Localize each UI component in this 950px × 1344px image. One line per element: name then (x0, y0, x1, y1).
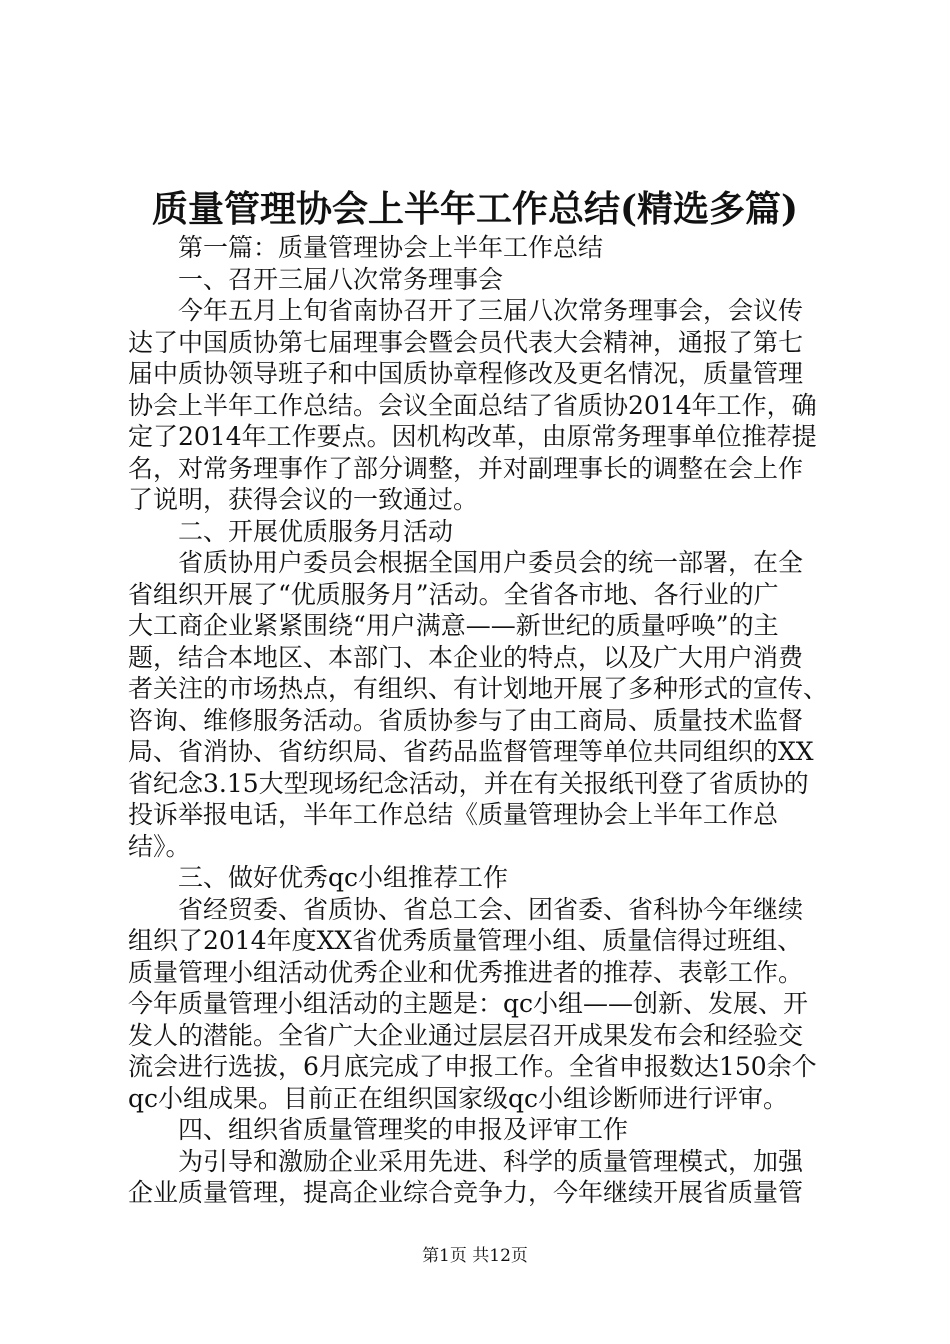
text-line: 质量管理小组活动优秀企业和优秀推进者的推荐、表彰工作。 (128, 957, 804, 987)
text-line: 省组织开展了“优质服务月”活动。全省各市地、各行业的广 (128, 579, 779, 609)
text-line: 定了2014年工作要点。因机构改革，由原常务理事单位推荐提 (128, 422, 817, 451)
text-line: 省质协用户委员会根据全国用户委员会的统一部署，在全 (178, 548, 804, 577)
text-line: 四、组织省质量管理奖的申报及评审工作 (178, 1115, 629, 1144)
text-line: 今年质量管理小组活动的主题是：qc小组——创新、发展、开 (128, 989, 809, 1018)
page-footer: 第1页 共12页 (422, 1246, 528, 1266)
text-line: 企业质量管理，提高企业综合竞争力，今年继续开展省质量管 (128, 1178, 804, 1207)
text-line: 名，对常务理事作了部分调整，并对副理事长的调整在会上作 (128, 453, 804, 483)
text-line: 今年五月上旬省南协召开了三届八次常务理事会，会议传 (178, 296, 804, 325)
document-body (128, 232, 833, 1209)
text-line: 题，结合本地区、本部门、本企业的特点，以及广大用户消费 (128, 642, 804, 672)
text-line: qc小组成果。目前正在组织国家级qc小组诊断师进行评审。 (128, 1083, 789, 1113)
text-line: 大工商企业紧紧围绕“用户满意——新世纪的质量呼唤”的主 (128, 611, 779, 640)
document-title: 质量管理协会上半年工作总结(精选多篇) (151, 188, 799, 230)
text-line: 了说明，获得会议的一致通过。 (128, 485, 479, 514)
text-line: 三、做好优秀qc小组推荐工作 (178, 863, 509, 892)
text-line: 结》。 (128, 831, 191, 861)
text-line: 投诉举报电话，半年工作总结《质量管理协会上半年工作总 (128, 800, 779, 829)
text-line: 协会上半年工作总结。会议全面总结了省质协2014年工作，确 (128, 390, 817, 420)
text-line: 局、省消协、省纺织局、省药品监督管理等单位共同组织的XX (128, 737, 814, 766)
text-line: 届中质协领导班子和中国质协章程修改及更名情况，质量管理 (128, 359, 804, 388)
text-line: 组织了2014年度XX省优秀质量管理小组、质量信得过班组、 (128, 926, 803, 955)
text-line: 者关注的市场热点，有组织、有计划地开展了多种形式的宣传、 (128, 674, 829, 703)
text-line: 达了中国质协第七届理事会暨会员代表大会精神，通报了第七 (128, 327, 804, 357)
text-line: 第一篇：质量管理协会上半年工作总结 (178, 233, 604, 262)
text-line: 省纪念3.15大型现场纪念活动，并在有关报纸刊登了省质协的 (128, 768, 809, 798)
text-line: 二、开展优质服务月活动 (178, 516, 454, 546)
text-line: 咨询、维修服务活动。省质协参与了由工商局、质量技术监督 (128, 705, 804, 735)
text-line: 一、召开三届八次常务理事会 (178, 264, 504, 294)
text-line: 流会进行选拔，6月底完成了申报工作。全省申报数达150余个 (128, 1052, 817, 1081)
text-line: 为引导和激励企业采用先进、科学的质量管理模式，加强 (178, 1146, 804, 1176)
text-line: 省经贸委、省质协、省总工会、团省委、省科协今年继续 (178, 894, 804, 924)
text-line: 发人的潜能。全省广大企业通过层层召开成果发布会和经验交 (128, 1020, 804, 1050)
